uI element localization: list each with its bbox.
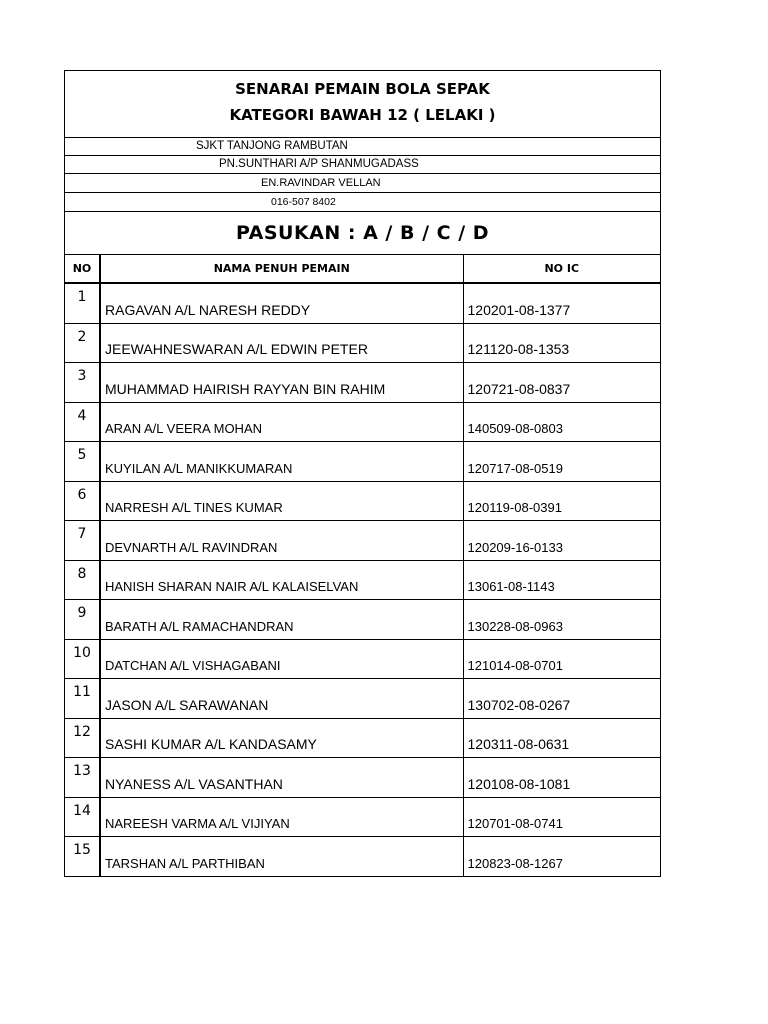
player-name: SASHI KUMAR A/L KANDASAMY [100,718,463,758]
player-name: NARRESH A/L TINES KUMAR [100,481,463,521]
table-row [65,639,660,679]
players-table [65,255,660,877]
team-label: PASUKAN : A / B / C / D [65,212,660,255]
phone-number: 016-507 8402 [65,193,660,212]
row-number: 12 [65,718,100,758]
player-name: DATCHAN A/L VISHAGABANI [100,639,463,679]
table-row [65,600,660,640]
player-name: NYANESS A/L VASANTHAN [100,758,463,798]
row-number: 7 [65,521,100,561]
column-header-name: NAMA PENUH PEMAIN [100,255,463,283]
player-ic-number: 120823-08-1267 [463,837,660,877]
row-number: 8 [65,560,100,600]
player-name: TARSHAN A/L PARTHIBAN [100,837,463,877]
table-row [65,363,660,403]
player-ic-number: 120721-08-0837 [463,363,660,403]
player-ic-number: 130702-08-0267 [463,679,660,719]
document-title: SENARAI PEMAIN BOLA SEPAK [235,80,490,98]
table-row [65,560,660,600]
player-name: DEVNARTH A/L RAVINDRAN [100,521,463,561]
player-name: HANISH SHARAN NAIR A/L KALAISELVAN [100,560,463,600]
player-name: ARAN A/L VEERA MOHAN [100,402,463,442]
player-ic-number: 120108-08-1081 [463,758,660,798]
player-ic-number: 120701-08-0741 [463,797,660,837]
table-header-row [65,255,660,283]
table-row [65,521,660,561]
player-name: JASON A/L SARAWANAN [100,679,463,719]
row-number: 6 [65,481,100,521]
player-ic-number: 121120-08-1353 [463,323,660,363]
row-number: 14 [65,797,100,837]
table-row [65,837,660,877]
player-name: KUYILAN A/L MANIKKUMARAN [100,442,463,482]
row-number: 9 [65,600,100,640]
row-number: 5 [65,442,100,482]
player-ic-number: 120311-08-0631 [463,718,660,758]
row-number: 10 [65,639,100,679]
row-number: 11 [65,679,100,719]
player-ic-number: 121014-08-0701 [463,639,660,679]
row-number: 3 [65,363,100,403]
table-row [65,758,660,798]
table-row [65,283,660,323]
row-number: 4 [65,402,100,442]
column-header-no: NO [65,255,100,283]
player-name: BARATH A/L RAMACHANDRAN [100,600,463,640]
player-ic-number: 120119-08-0391 [463,481,660,521]
teacher-name-1: PN.SUNTHARI A/P SHANMUGADASS [65,156,660,174]
table-row [65,718,660,758]
row-number: 15 [65,837,100,877]
table-row [65,797,660,837]
player-ic-number: 120209-16-0133 [463,521,660,561]
row-number: 2 [65,323,100,363]
school-name: SJKT TANJONG RAMBUTAN [65,138,660,156]
player-ic-number: 120717-08-0519 [463,442,660,482]
table-row [65,402,660,442]
table-row [65,323,660,363]
player-name: MUHAMMAD HAIRISH RAYYAN BIN RAHIM [100,363,463,403]
teacher-name-2: EN.RAVINDAR VELLAN [65,174,660,193]
table-row [65,481,660,521]
player-name: JEEWAHNESWARAN A/L EDWIN PETER [100,323,463,363]
row-number: 13 [65,758,100,798]
player-ic-number: 13061-08-1143 [463,560,660,600]
row-number: 1 [65,283,100,323]
player-ic-number: 130228-08-0963 [463,600,660,640]
table-row [65,442,660,482]
document-subtitle: KATEGORI BAWAH 12 ( LELAKI ) [229,106,496,124]
table-row [65,679,660,719]
player-name: RAGAVAN A/L NARESH REDDY [100,283,463,323]
column-header-ic: NO IC [463,255,660,283]
player-ic-number: 120201-08-1377 [463,283,660,323]
player-list-sheet [64,70,661,877]
title-block [65,71,660,138]
player-ic-number: 140509-08-0803 [463,402,660,442]
player-name: NAREESH VARMA A/L VIJIYAN [100,797,463,837]
